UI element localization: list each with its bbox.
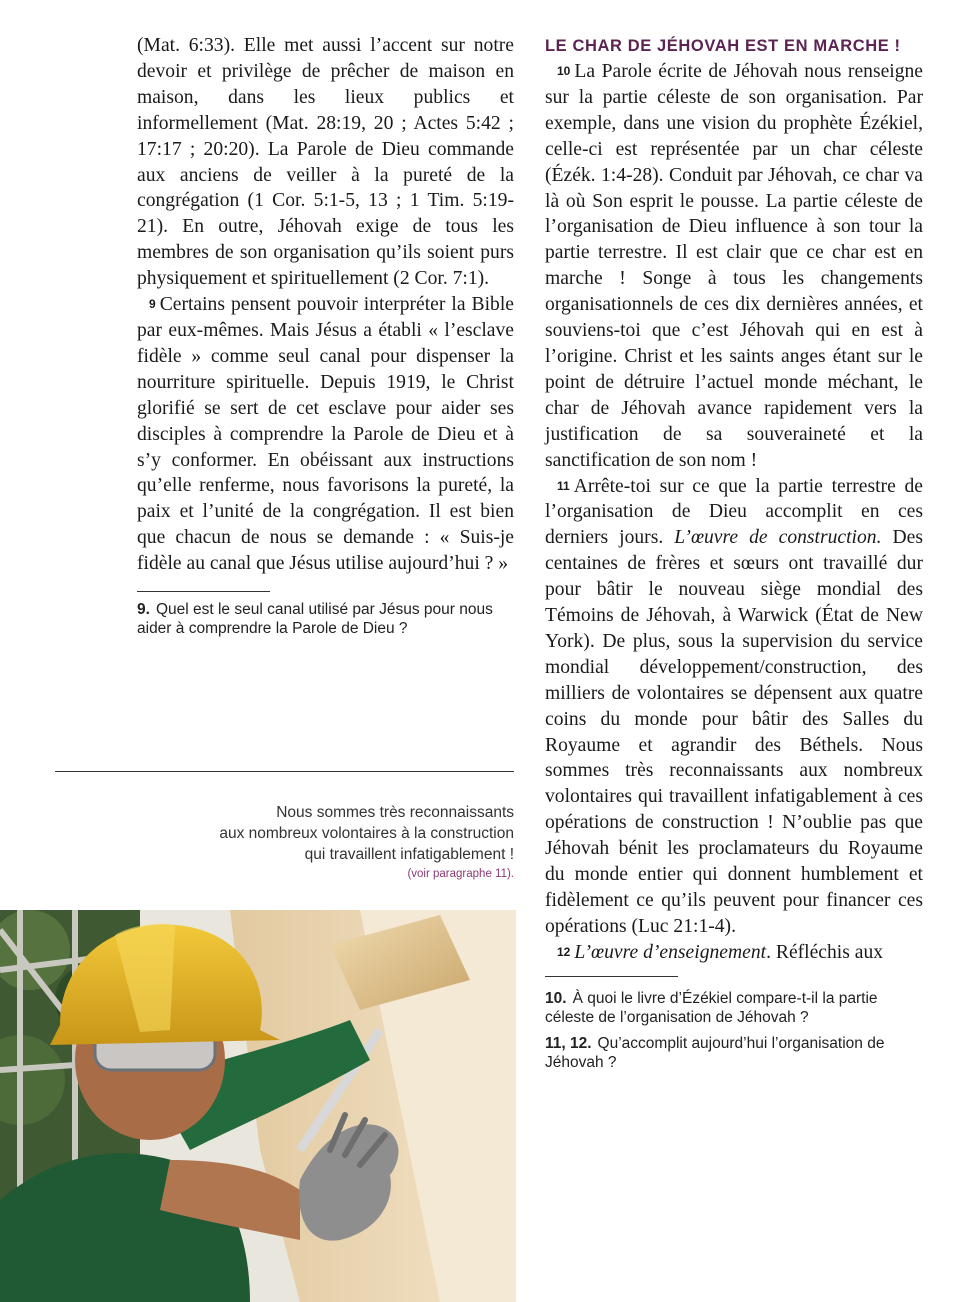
paragraph-10-text: La Parole écrite de Jéhovah nous renseigne sur la partie céleste de son organisation. Par exemple, dans une vision du prophète Ézékiel, celle-ci est représentée par un char céleste (Ézék. 1:4-28). Conduit par Jéhovah, ce char va là où Son esprit le pousse. La partie céleste de l’organisation de Dieu influence à son tour la partie terrestre. Il est clair que ce char est en marche ! Songe à tous les changements organisationnels de ces dix dernières années, et souviens-toi que c’est Jéhovah qui en est à l’origine. Christ et les saints anges étant sur le point de détruire l’actuel monde méchant, le char de Jéhovah avance rapidement vers la justification de sa souveraineté et la sanctification de son nom !: [545, 61, 923, 471]
photo-caption: [100, 802, 514, 883]
paragraph-8-end: (Mat. 6:33). Elle met aussi l’accent sur notre devoir et privilège de prêcher de maison en maison, dans les lieux publics et informellement (Mat. 28:19, 20 ; Actes 5:42 ; 17:17 ; 20:20). La Parole de Dieu commande aux anciens de veiller à la pureté de la congrégation (1 Cor. 5:1-5, 13 ; 1 Tim. 5:19-21). En outre, Jéhovah exige de tous les membres de son organisation qu’ils soient purs physiquement et spirituellement (2 Cor. 7:1).: [137, 35, 514, 290]
question-9-number: 9.: [137, 601, 150, 619]
paragraph-11-text-b: Des centaines de frères et sœurs ont travaillé dur pour bâtir le nouveau siège mondial des Témoins de Jéhovah, à Warwick (État de New York). De plus, sous la supervision du service mondial développement/construction, des milliers de volontaires se dépensent aux quatre coins du monde pour bâtir des Salles du Royaume et agrandir des Béthels. Nous sommes très reconnaissants aux nombreux volontaires qui travaillent infatigablement à ces opérations de construction ! N’oublie pas que Jéhovah bénit les proclamateurs du Royaume du monde entier qui donnent humblement et fidèlement ce qu’ils peuvent pour financer ces opérations (Luc 21:1-4).: [545, 527, 924, 937]
question-divider: [137, 591, 270, 592]
paragraph-11-text-a: Arrête-toi sur ce que la partie terrestre de l’organisation de Dieu accomplit en ces derniers jours.: [545, 475, 923, 549]
paragraph-12-text: . Réfléchis aux: [766, 941, 884, 963]
question-11-12: [545, 1034, 923, 1072]
paragraph-12: [545, 940, 923, 966]
question-11-12-text: Qu’accomplit aujourd’hui l’organisation de Jéhovah ?: [545, 1034, 885, 1071]
paragraph-11: [545, 474, 923, 940]
caption-line-2: aux nombreux volontaires à la construction: [219, 825, 514, 842]
caption-divider: [55, 771, 514, 772]
paragraph-10-number: 10: [557, 64, 571, 78]
paragraph-11-italic: L’œuvre de construction.: [674, 527, 882, 549]
caption-reference: (voir paragraphe 11).: [407, 868, 514, 880]
paragraph-9: [137, 292, 514, 577]
question-10-text: À quoi le livre d’Ézékiel compare-t-il la partie céleste de l’organisation de Jéhovah ?: [545, 989, 878, 1026]
paragraph-10: [545, 59, 923, 474]
paragraph-12-number: 12: [557, 944, 571, 959]
question-11-12-number: 11, 12.: [545, 1034, 592, 1052]
paragraph-12-italic: L’œuvre d’enseignement: [574, 941, 767, 963]
question-9: [137, 600, 514, 638]
paragraph-9-number: 9: [149, 297, 156, 312]
caption-line-3: qui travaillent infatigablement !: [304, 846, 514, 863]
section-heading: LE CHAR DE JÉHOVAH EST EN MARCHE !: [545, 37, 901, 55]
caption-line-1: Nous sommes très reconnaissants: [276, 804, 514, 821]
paragraph-11-number: 11: [557, 478, 570, 493]
volunteer-photo: [0, 910, 516, 1302]
left-column: [137, 33, 514, 638]
questions-divider: [545, 976, 678, 977]
question-9-text: Quel est le seul canal utilisé par Jésus pour nous aider à comprendre la Parole de Dieu ?: [137, 601, 493, 638]
question-10-number: 10.: [545, 989, 567, 1007]
question-10: [545, 989, 923, 1027]
right-column: [545, 33, 923, 1072]
paragraph-9-text: Certains pensent pouvoir interpréter la Bible par eux-mêmes. Mais Jésus a établi « l’esclave fidèle » comme seul canal pour dispenser la nourriture spirituelle. Depuis 1919, le Christ glorifié se sert de cet esclave pour aider ses disciples à comprendre la Parole de Dieu et à s’y conformer. En obéissant aux instructions qu’elle renferme, nous favorisons la pureté, la paix et l’unité de la congrégation. Il est bien que chacun de nous se demande : « Suis-je fidèle au canal que Jésus utilise aujourd’hui ? »: [137, 294, 514, 575]
